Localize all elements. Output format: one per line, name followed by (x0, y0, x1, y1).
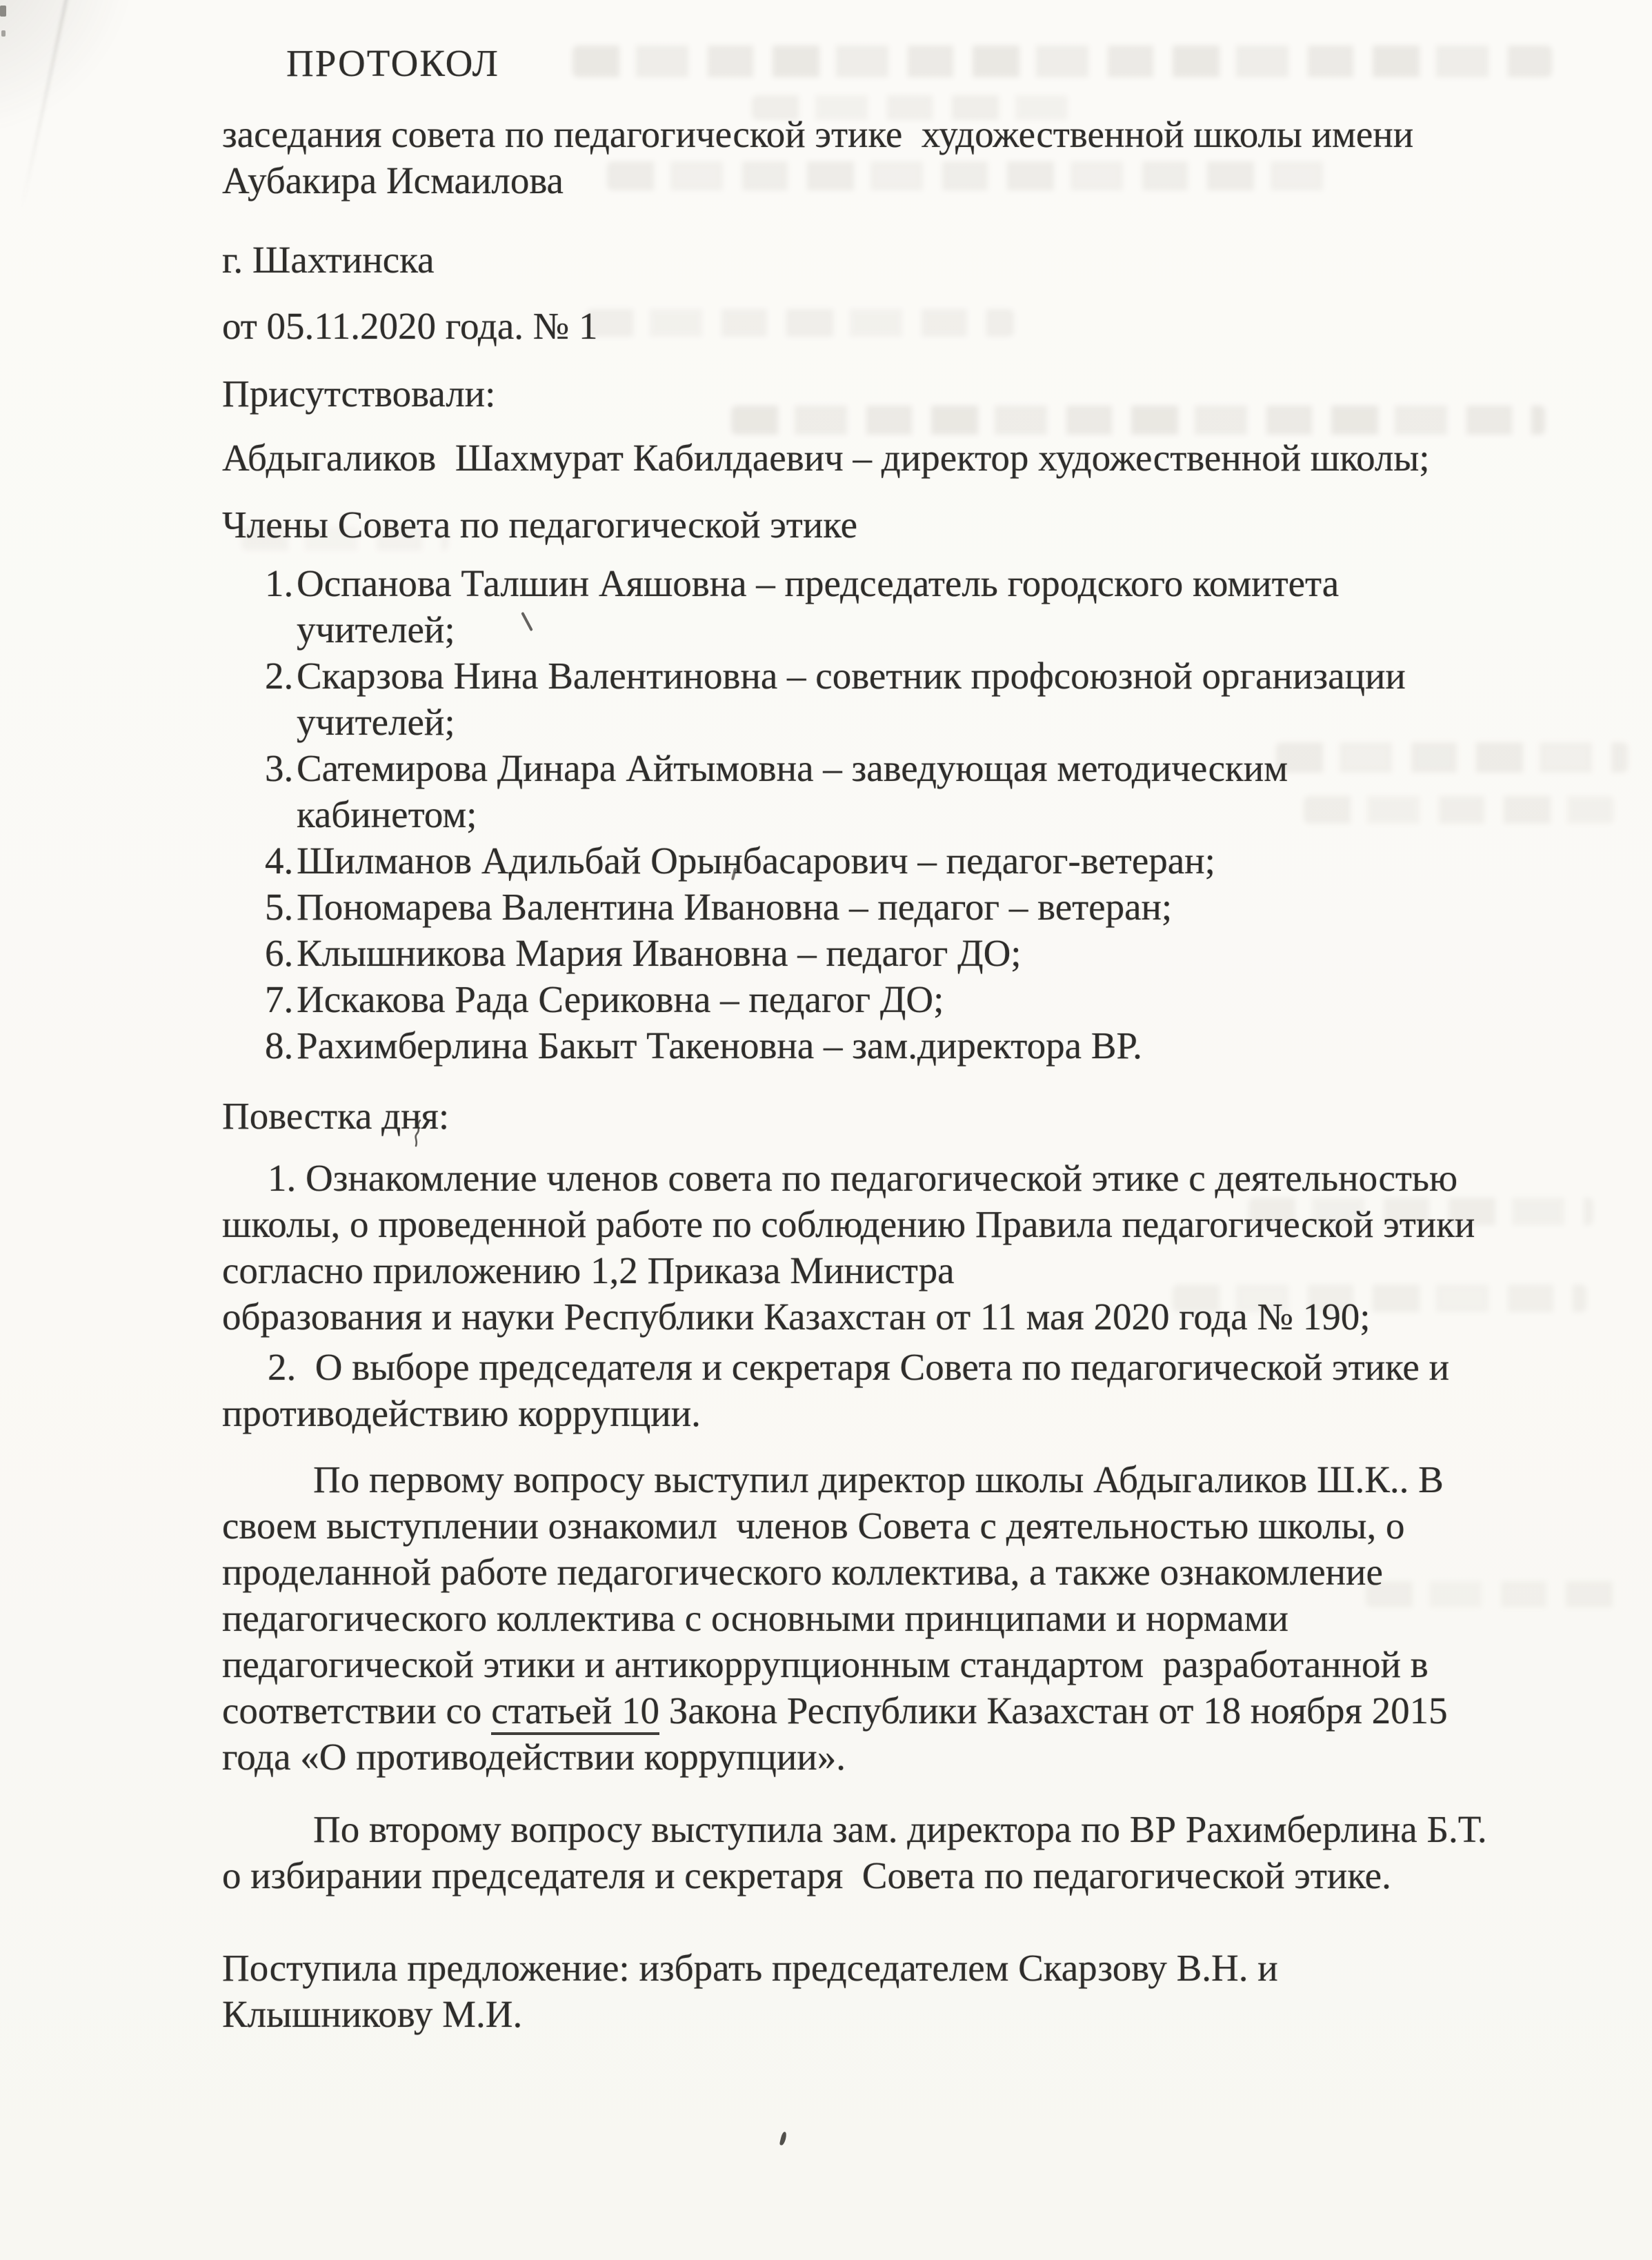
scan-speck (1, 30, 6, 37)
text-line: Клышникову М.И. (222, 1993, 523, 2035)
text-line: проделанной работе педагогического коллектива, а также ознакомление (222, 1551, 1383, 1593)
text-line: образования и науки Республики Казахстан от 11 мая 2020 года № 190; (222, 1296, 1371, 1338)
text-line: согласно приложению 1,2 Приказа Министра (222, 1249, 955, 1291)
list-item-number: 3. (265, 747, 294, 789)
list-item-number: 1. (265, 562, 294, 604)
text-line: педагогической этики и антикоррупционным стандартом разработанной в (222, 1643, 1429, 1685)
text-line: своем выступлении ознакомил членов Совета с деятельностью школы, о (222, 1505, 1405, 1547)
scan-speck (0, 6, 6, 17)
list-item-line: учителей; (297, 701, 455, 743)
paragraph (222, 303, 1611, 349)
text-line: педагогического коллектива с основными принципами и нормами (222, 1597, 1288, 1639)
list-item-number: 2. (265, 655, 294, 697)
text-line: Члены Совета по педагогической этике (222, 504, 858, 546)
list-item-line: 6. Клышникова Мария Ивановна – педагог ДО; (222, 930, 1611, 976)
text-line: Повестка дня: (222, 1095, 450, 1137)
list-item-line: 5. Пономарева Валентина Ивановна – педагог – ветеран; (222, 884, 1611, 930)
attendees-list (222, 560, 1611, 1069)
paragraph (222, 1806, 1611, 1899)
document-title-block (222, 40, 1611, 86)
paragraph (222, 1456, 1611, 1780)
paragraph (222, 1093, 1611, 1139)
list-item-number: 4. (265, 840, 294, 882)
text-line: Поступила предложение: избрать председателем Скарзову В.Н. и (222, 1947, 1278, 1989)
text-line: Абдыгаликов Шахмурат Кабилдаевич – директор художественной школы; (222, 437, 1430, 479)
list-item-number: 5. (265, 886, 294, 928)
list-item-number: 7. (265, 978, 294, 1020)
text-line: 2. О выборе председателя и секретаря Совета по педагогической этике и (268, 1346, 1450, 1388)
list-item-line: 7. Искакова Рада Сериковна – педагог ДО; (222, 976, 1611, 1022)
text-span: соответствии со (222, 1689, 492, 1732)
ink-mark (779, 2131, 788, 2145)
list-item-line: 1. Оспанова Талшин Аяшовна – председатель городского комитета (222, 560, 1611, 606)
paragraph (222, 502, 1611, 548)
underlined-text: статьей 10 (491, 1689, 659, 1735)
paragraph (222, 1155, 1611, 1340)
list-item-line: кабинетом; (297, 793, 477, 835)
text-line: о избирании председателя и секретаря Совета по педагогической этике. (222, 1854, 1391, 1896)
text-line: г. Шахтинска (222, 239, 435, 281)
list-item-line: 4. Шилманов Адильбай Орынбасарович – педагог-ветеран; (222, 837, 1611, 884)
list-item-number: 8. (265, 1024, 294, 1067)
list-item-line: учителей; (297, 608, 455, 651)
list-item-line: 8. Рахимберлина Бакыт Такеновна – зам.директора ВР. (222, 1022, 1611, 1069)
paragraph (222, 435, 1611, 481)
text-line: По первому вопросу выступил директор школы Абдыгаликов Ш.К.. В (313, 1458, 1444, 1500)
text-line: от 05.11.2020 года. № 1 (222, 305, 598, 347)
text-span: Закона Республики Казахстан от 18 ноября 2015 (659, 1689, 1448, 1732)
text-line: года «О противодействии коррупции». (222, 1736, 846, 1778)
list-item-line: 3. Сатемирова Динара Айтымовна – заведующая методическим (222, 745, 1611, 791)
paragraph (222, 1945, 1611, 2037)
text-line: 1. Ознакомление членов совета по педагогической этике с деятельностью (268, 1157, 1458, 1199)
document-title: ПРОТОКОЛ (286, 42, 499, 84)
list-item-number: 6. (265, 932, 294, 974)
text-line: Присутствовали: (222, 373, 496, 415)
paragraph (222, 1344, 1611, 1436)
text-line: заседания совета по педагогической этике художественной школы имени (222, 113, 1414, 155)
document-content (0, 40, 1652, 2037)
paragraph (222, 370, 1611, 417)
text-line (222, 1687, 1611, 1734)
text-line: Аубакира Исмаилова (222, 159, 564, 201)
list-item-line: 2. Скарзова Нина Валентиновна – советник профсоюзной организации (222, 653, 1611, 699)
text-line: По второму вопросу выступила зам. директора по ВР Рахимберлина Б.Т. (313, 1808, 1487, 1850)
text-line: противодействию коррупции. (222, 1392, 701, 1434)
text-line: школы, о проведенной работе по соблюдению Правила педагогической этики (222, 1203, 1475, 1245)
paragraph (222, 237, 1611, 283)
paragraph (222, 111, 1611, 204)
